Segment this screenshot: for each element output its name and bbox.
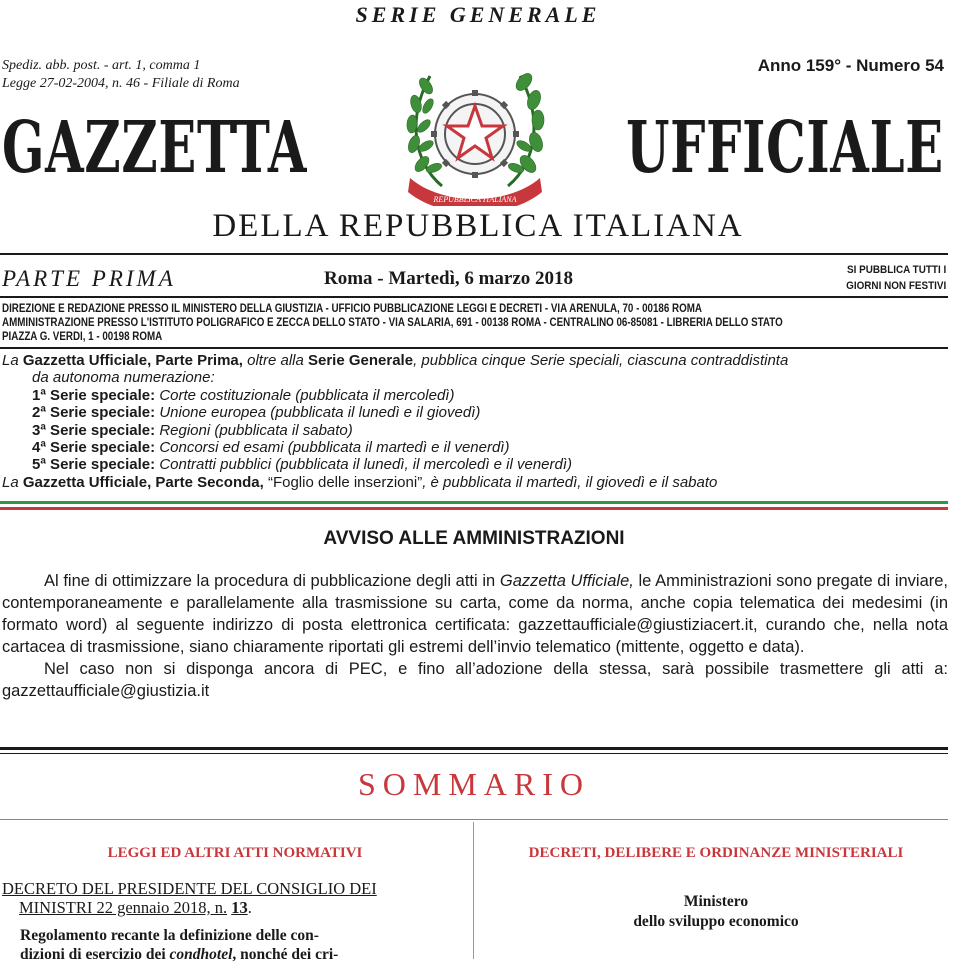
spedizione-note (2, 57, 240, 93)
title-gazzetta: GAZZETTA (2, 105, 308, 189)
publication-note-line: SI PUBBLICA TUTTI I (846, 264, 946, 276)
publication-note-line: GIORNI NON FESTIVI (845, 280, 946, 292)
regolamento-entry (20, 926, 470, 964)
serie-desc: Contratti pubblici (pubblicata il lunedì, il mercoledì e il venerdì) (159, 456, 573, 474)
regolamento-text: , nonché dei cri- (232, 946, 339, 963)
parte-prima: PARTE PRIMA (2, 266, 176, 291)
serie-label: 4ª Serie speciale: (32, 439, 156, 457)
serie-generale: SERIE GENERALE (355, 2, 601, 27)
regolamento-text: dizioni di esercizio dei (20, 946, 170, 963)
regolamento-line: Regolamento recante la definizione delle con- (20, 927, 319, 944)
avviso-title: AVVISO ALLE AMMINISTRAZIONI (323, 528, 625, 549)
decreto-entry[interactable] (2, 879, 462, 917)
intro-bold: Serie Generale (308, 352, 414, 369)
decreto-number: 13 (231, 898, 248, 917)
column-separator (473, 822, 474, 959)
avviso-body (2, 570, 948, 702)
intro-text: da autonoma numerazione: (32, 369, 215, 387)
intro-text: , pubblica cinque Serie speciali, ciascuna contraddistinta (413, 352, 789, 369)
republic-emblem-icon (402, 46, 548, 206)
spedizione-line: Spediz. abb. post. - art. 1, comma 1 (2, 58, 201, 73)
section-heading-leggi: LEGGI ED ALTRI ATTI NORMATIVI (107, 845, 363, 861)
intro-quote: “Foglio delle inserzioni” (267, 473, 423, 491)
intro-text: La (2, 473, 19, 491)
divider (0, 747, 948, 750)
serie-label: 5ª Serie speciale: (32, 456, 156, 474)
serie-item (2, 387, 952, 404)
serie-desc: Corte costituzionale (pubblicata il mercoledì) (159, 386, 455, 404)
sommario-title: SOMMARIO (357, 766, 591, 802)
band-red (0, 507, 948, 510)
avviso-paragraph: Nel caso non si disponga ancora di PEC, e fino all’adozione della stessa, sarà possibile trasmettere gli atti a: gazzettaufficiale@giustizia.it (2, 660, 948, 700)
divider (0, 347, 948, 349)
avviso-italic: Gazzetta Ufficiale, (499, 572, 634, 590)
serie-label: 3ª Serie speciale: (32, 421, 156, 439)
decreto-title-line: MINISTRI 22 gennaio 2018, n. 13. (19, 898, 252, 917)
serie-item (2, 456, 952, 473)
ministero-heading (478, 892, 954, 932)
avviso-paragraph (2, 570, 948, 658)
ministero-line: Ministero (683, 893, 749, 910)
serie-label: 1ª Serie speciale: (32, 386, 156, 404)
serie-desc: Concorsi ed esami (pubblicata il martedì e il venerdì) (159, 439, 510, 457)
issue-number: Anno 159° - Numero 54 (757, 56, 944, 75)
serie-desc: Unione europea (pubblicata il lunedì e il giovedì) (159, 404, 481, 422)
serie-item (2, 439, 952, 456)
intro-text: La (2, 352, 19, 369)
serie-item (2, 404, 952, 421)
avviso-text: le Amministrazioni sono pregate di inviare, contemporaneamente e parallelamente alla trasmissione su carta, come da norma, anche copia telematica dei medesimi (in formato word) al seguente indirizzo di posta elettronica certificata: gazzettaufficiale@giustiziacert.it, curando che, nella nota cartacea di trasmissione, siano chiaramente riportati gli estremi dell’invio telematico (mittente, oggetto e data). (2, 572, 949, 656)
intro-line (2, 474, 952, 491)
divider (0, 819, 948, 820)
section-heading-decreti: DECRETI, DELIBERE E ORDINANZE MINISTERIALI (528, 845, 904, 861)
decreto-text: MINISTRI 22 gennaio 2018, n. (19, 898, 228, 917)
decreto-title-line: DECRETO DEL PRESIDENTE DEL CONSIGLIO DEI (2, 879, 377, 898)
direzione-line: PIAZZA G. VERDI, 1 - 00198 ROMA (2, 330, 163, 343)
ministero-line: dello sviluppo economico (633, 913, 799, 930)
tricolor-band (0, 501, 948, 510)
direzione-line: DIREZIONE E REDAZIONE PRESSO IL MINISTERO DELLA GIUSTIZIA - UFFICIO PUBBLICAZIONE LEGGI E DECRETI - VIA ARENULA, 70 - 00186 ROMA (2, 302, 702, 315)
divider (0, 753, 948, 754)
intro-line (2, 369, 952, 386)
serie-intro (2, 352, 952, 491)
regolamento-line (20, 945, 470, 964)
avviso-text: Al fine di ottimizzare la procedura di pubblicazione degli atti in (44, 572, 500, 590)
divider (0, 296, 948, 298)
serie-item (2, 422, 952, 439)
intro-text: , è pubblicata il martedì, il giovedì e il sabato (422, 473, 718, 491)
subtitle: DELLA REPUBBLICA ITALIANA (212, 208, 744, 244)
serie-desc: Regioni (pubblicata il sabato) (159, 421, 353, 439)
serie-label: 2ª Serie speciale: (32, 404, 156, 422)
title-ufficiale: UFFICIALE (626, 105, 944, 189)
intro-line (2, 352, 952, 369)
issue-date: Roma - Martedì, 6 marzo 2018 (324, 268, 574, 289)
direzione-block (2, 302, 948, 344)
intro-text: oltre alla (247, 352, 304, 369)
divider (0, 253, 948, 255)
emblem-ribbon-text: REPUBBLICA ITALIANA (433, 195, 517, 204)
spedizione-line: Legge 27-02-2004, n. 46 - Filiale di Roma (2, 76, 240, 91)
direzione-line: AMMINISTRAZIONE PRESSO L'ISTITUTO POLIGRAFICO E ZECCA DELLO STATO - VIA SALARIA, 691 - 00138 ROMA - CENTRALINO 06-85081 - LIBRERIA DELLO STATO (2, 316, 783, 329)
intro-bold: Gazzetta Ufficiale, Parte Seconda, (22, 473, 264, 491)
regolamento-italic: condhotel (169, 946, 233, 963)
intro-bold: Gazzetta Ufficiale, Parte Prima, (22, 352, 243, 369)
publication-note (846, 262, 946, 294)
